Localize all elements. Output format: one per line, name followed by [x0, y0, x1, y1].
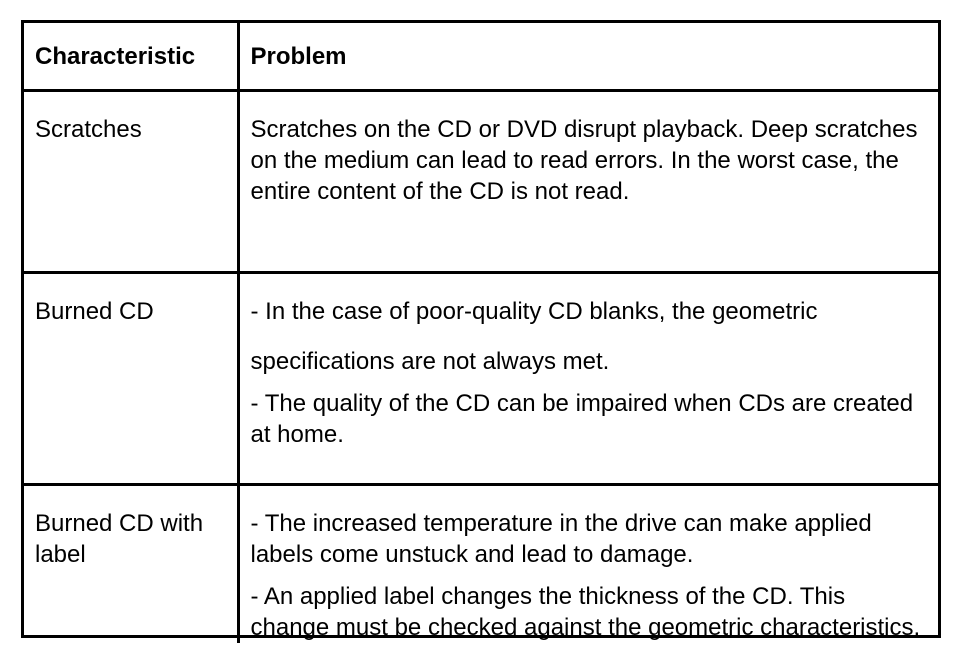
- problem-paragraph: - The quality of the CD can be impaired when CDs are created at home.: [250, 390, 914, 448]
- table-row: [24, 273, 938, 485]
- table-header-row: [24, 23, 938, 91]
- header-characteristic: Characteristic: [24, 23, 238, 91]
- characteristic-cell: Burned CD: [24, 273, 238, 485]
- problem-paragraph: - An applied label changes the thickness of the CD. This change must be checked against the geometric characteristics.: [250, 583, 921, 641]
- cd-problems-table: [24, 23, 938, 643]
- problem-paragraph: Scratches on the CD or DVD disrupt playback. Deep scratches on the medium can lead to read errors. In the worst case, the entire content of the CD is not read.: [250, 116, 918, 205]
- cd-problems-table-frame: [21, 20, 941, 641]
- problem-paragraph: specifications are not always met.: [250, 348, 610, 375]
- characteristic-cell: Burned CD with label: [24, 485, 238, 644]
- header-problem: Problem: [238, 23, 938, 91]
- characteristic-cell: Scratches: [24, 91, 238, 273]
- problem-paragraph: - In the case of poor-quality CD blanks, the geometric: [250, 298, 818, 325]
- problem-cell: [238, 485, 938, 644]
- problem-cell: [238, 273, 938, 485]
- problem-paragraph: - The increased temperature in the drive can make applied labels come unstuck and lead to damage.: [250, 510, 872, 568]
- table-row: [24, 485, 938, 644]
- problem-cell: [238, 91, 938, 273]
- table-row: [24, 91, 938, 273]
